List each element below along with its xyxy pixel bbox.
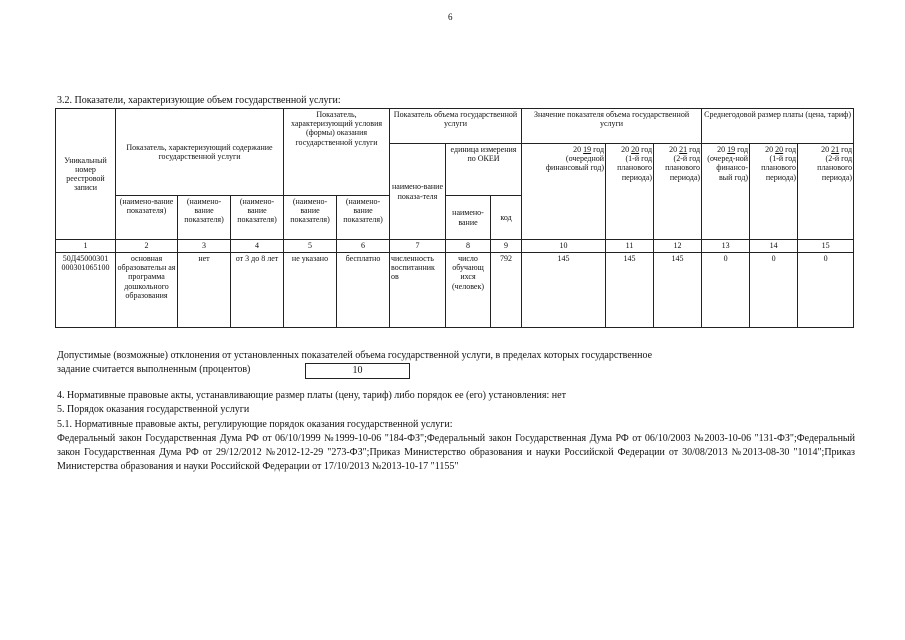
column-number: 15: [798, 240, 854, 253]
cell-c5: не указано: [284, 253, 337, 328]
column-number: 14: [750, 240, 798, 253]
column-number: 8: [446, 240, 491, 253]
legal-acts-list: Федеральный закон Государственная Дума РФ от 06/10/1999 №1999-10-06 "184-ФЗ";Федеральный закон Государственная Дума РФ от 06/10/2003 №2003-10-06 "131-ФЗ";Федеральный закон Государственная Дума РФ от 29/12/2012 №2012-12-29 "273-ФЗ";Приказ Министерство образования и науки Российской Федерации от 30/08/2013 №2013-08-30 "1014";Приказ Министерства образования и науки Российской Федерации от 17/10/2013 №2013-10-17 "1155": [57, 433, 855, 472]
cell-fee-y2: 0: [750, 253, 798, 328]
cell-age: от 3 до 8 лет: [231, 253, 284, 328]
page-number: 6: [448, 12, 453, 22]
column-numbers-row: [56, 240, 854, 253]
registry-code: 50Д45000301 000301065100: [56, 253, 116, 328]
cell-value-y3: 145: [654, 253, 702, 328]
table-row: [56, 253, 854, 328]
cell-value-y2: 145: [606, 253, 654, 328]
header-fee-year-3: 20 21 год (2-й год планового периода): [798, 144, 854, 240]
header-conditions-indicator: Показатель, характеризующий условия (формы) оказания государственной услуги: [284, 109, 390, 196]
cell-indicator-name: численность воспитанник ов: [390, 253, 446, 328]
header-conditions-sub-1: (наимено-вание показателя): [284, 196, 337, 240]
cell-fee-y3: 0: [798, 253, 854, 328]
header-value-indicator: Значение показателя объема государственной услуги: [522, 109, 702, 144]
section-title: 3.2. Показатели, характеризующие объем государственной услуги:: [57, 95, 341, 106]
section-4: 4. Нормативные правовые акты, устанавливающие размер платы (цену, тариф) либо порядок ее (его) установления: нет: [57, 390, 566, 401]
section-5: 5. Порядок оказания государственной услуги: [57, 404, 250, 415]
header-content-indicator: Показатель, характеризующий содержание государственной услуги: [116, 109, 284, 196]
header-value-year-3: 20 21 год (2-й год планового периода): [654, 144, 702, 240]
header-average-fee: Среднегодовой размер платы (цена, тариф): [702, 109, 854, 144]
cell-c6: бесплатно: [337, 253, 390, 328]
column-number: 7: [390, 240, 446, 253]
cell-unit-name: число обучающ ихся (человек): [446, 253, 491, 328]
deviation-value-box: 10: [305, 363, 410, 379]
column-number: 9: [491, 240, 522, 253]
cell-c3: нет: [178, 253, 231, 328]
column-number: 12: [654, 240, 702, 253]
cell-fee-y1: 0: [702, 253, 750, 328]
deviation-text-1: Допустимые (возможные) отклонения от установленных показателей объема государственной услуги, в пределах которых государственное: [57, 350, 653, 361]
cell-program: основная образовательн ая программа дошкольного образования: [116, 253, 178, 328]
volume-indicators-table: [55, 108, 854, 328]
column-number: 10: [522, 240, 606, 253]
column-number: 4: [231, 240, 284, 253]
deviation-text-2: задание считается выполненным (процентов): [57, 364, 251, 375]
header-unit-name: наимено-вание: [446, 196, 491, 240]
column-number: 1: [56, 240, 116, 253]
header-content-sub-3: (наимено-вание показателя): [231, 196, 284, 240]
column-number: 13: [702, 240, 750, 253]
header-fee-year-1: 20 19 год (очеред-ной финансо-вый год): [702, 144, 750, 240]
column-number: 11: [606, 240, 654, 253]
header-content-sub-1: (наимено-вание показателя): [116, 196, 178, 240]
header-content-sub-2: (наимено-вание показателя): [178, 196, 231, 240]
header-value-year-1: 20 19 год (очередной финансовый год): [522, 144, 606, 240]
column-number: 5: [284, 240, 337, 253]
cell-value-y1: 145: [522, 253, 606, 328]
header-unit-code: код: [491, 196, 522, 240]
header-unique-number: Уникальный номер реестровой записи: [56, 109, 116, 240]
header-indicator-name: наимено-вание показа-теля: [390, 144, 446, 240]
header-volume-indicator: Показатель объема государственной услуги: [390, 109, 522, 144]
header-fee-year-2: 20 20 год (1-й год планового периода): [750, 144, 798, 240]
header-value-year-2: 20 20 год (1-й год планового периода): [606, 144, 654, 240]
section-5-1: 5.1. Нормативные правовые акты, регулирующие порядок оказания государственной услуги:: [57, 419, 453, 430]
column-number: 6: [337, 240, 390, 253]
header-unit-okei: единица измерения по ОКЕИ: [446, 144, 522, 196]
header-conditions-sub-2: (наимено-вание показателя): [337, 196, 390, 240]
column-number: 2: [116, 240, 178, 253]
cell-unit-code: 792: [491, 253, 522, 328]
column-number: 3: [178, 240, 231, 253]
